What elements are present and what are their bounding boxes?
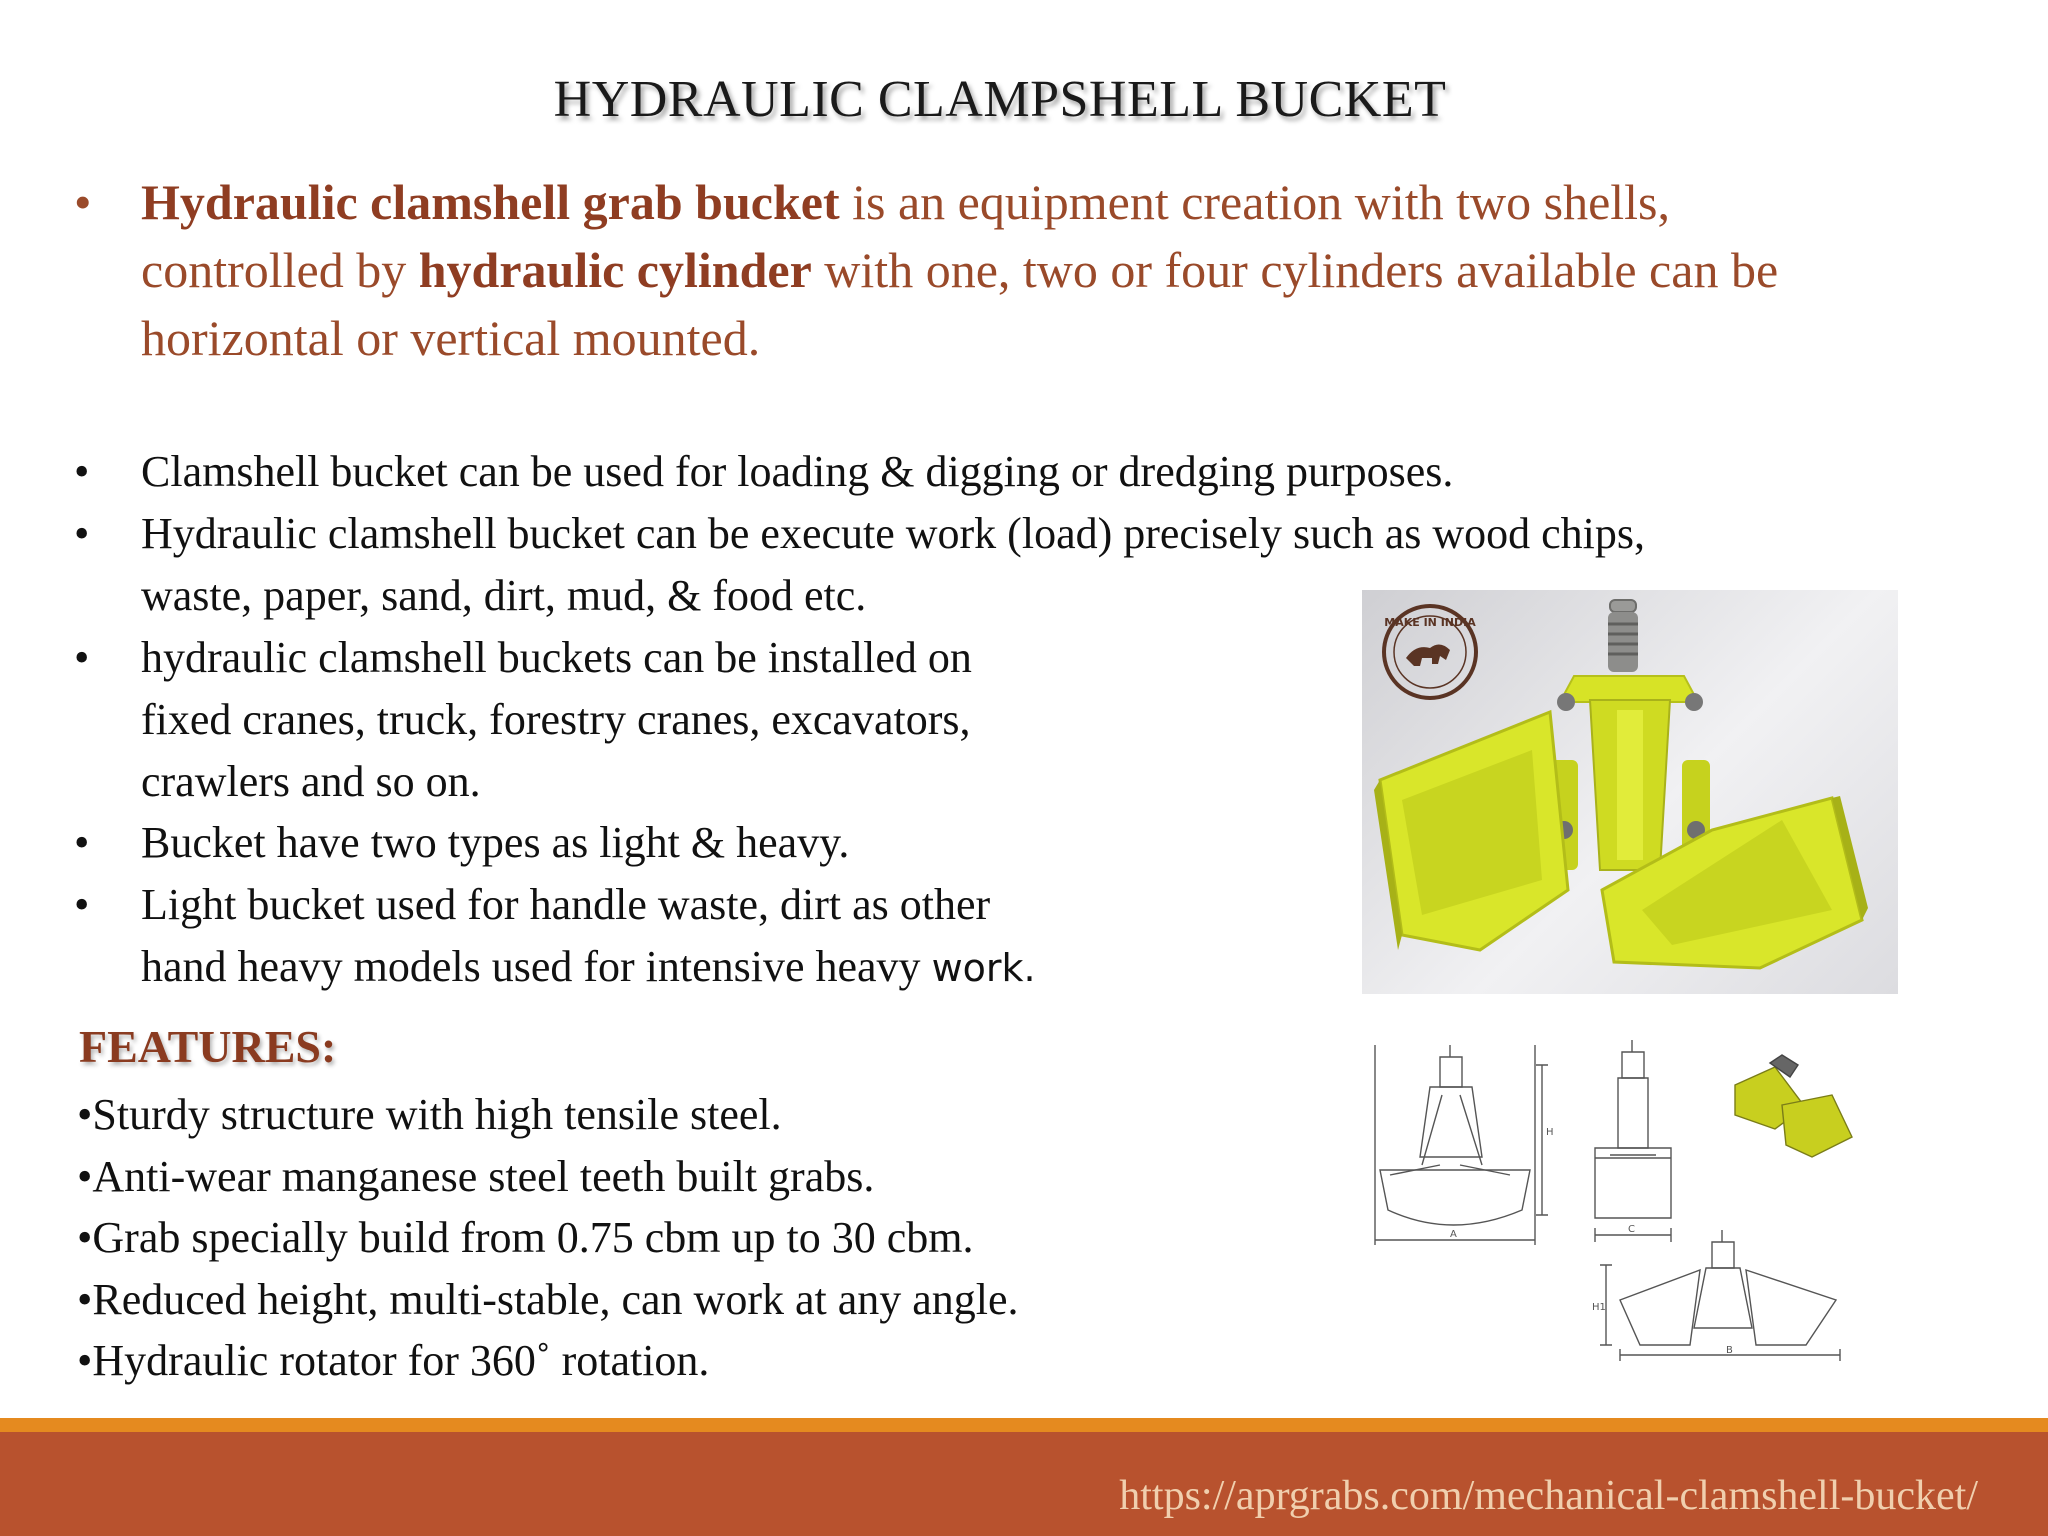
bullet-dot: • <box>74 174 92 230</box>
intro-text-4: horizontal or vertical mounted. <box>141 310 761 366</box>
bullet-text <box>141 812 849 874</box>
bullet-line-tail: work. <box>931 946 1036 990</box>
label-b: B <box>1726 1345 1733 1356</box>
bullet-line: Hydraulic clamshell bucket can be execute work (load) precisely such as wood chips, <box>141 509 1646 558</box>
clamshell-bucket-photo <box>1362 590 1898 994</box>
intro-text-3: with one, two or four cylinders available can be <box>811 242 1779 298</box>
feature-item: •Hydraulic rotator for 360˚ rotation. <box>77 1336 710 1385</box>
feature-item: •Sturdy structure with high tensile steel. <box>77 1090 782 1139</box>
bullet-line: waste, paper, sand, dirt, mud, & food etc. <box>141 571 867 620</box>
drawing-open-view <box>1592 1230 1840 1361</box>
bullet-line: Bucket have two types as light & heavy. <box>141 818 850 867</box>
drawing-front-view <box>1375 1045 1554 1245</box>
bullet-line: crawlers and so on. <box>141 757 481 806</box>
feature-item: •Anti-wear manganese steel teeth built grabs. <box>77 1152 875 1201</box>
clamshell-bucket-illustration <box>1362 590 1898 994</box>
footer-bar <box>0 1432 2048 1536</box>
stamp-text: MAKE IN INDIA <box>1384 616 1476 629</box>
bullet-dot: • <box>74 633 90 682</box>
intro-text-2: controlled by <box>141 242 419 298</box>
bullet-line: fixed cranes, truck, forestry cranes, excavators, <box>141 695 971 744</box>
intro-text <box>141 168 2021 372</box>
bullet-line: Clamshell bucket can be used for loading & digging or dredging purposes. <box>141 447 1454 496</box>
features-heading: FEATURES: <box>79 1021 337 1072</box>
bullet-dot: • <box>74 880 90 929</box>
feature-item: •Reduced height, multi-stable, can work at any angle. <box>77 1275 1019 1324</box>
bullet-line: hydraulic clamshell buckets can be installed on <box>141 633 972 682</box>
bullet-line: Light bucket used for handle waste, dirt as other <box>141 880 991 929</box>
slide-title: HYDRAULIC CLAMPSHELL BUCKET <box>553 71 1447 128</box>
label-h: H <box>1546 1127 1554 1138</box>
bullet-text <box>141 627 972 813</box>
technical-drawings-svg <box>1370 1035 1910 1370</box>
intro-bold-cylinder: hydraulic cylinder <box>418 242 812 298</box>
bullet-dot: • <box>74 447 90 496</box>
bullet-dot: • <box>74 818 90 867</box>
bullet-text <box>141 874 1036 999</box>
drawing-side-view <box>1595 1040 1671 1242</box>
label-c: C <box>1628 1224 1635 1235</box>
bullet-line: hand heavy models used for intensive heavy <box>141 942 932 991</box>
intro-text-1: is an equipment creation with two shells, <box>839 174 1671 230</box>
make-in-india-stamp <box>1384 606 1476 698</box>
bullet-dot: • <box>74 509 90 558</box>
feature-item: •Grab specially build from 0.75 cbm up to 30 cbm. <box>77 1213 974 1262</box>
drawing-3d-view <box>1735 1055 1852 1157</box>
intro-bold-term: Hydraulic clamshell grab bucket <box>141 174 840 230</box>
label-h1: H1 <box>1592 1302 1606 1313</box>
footer-accent-line <box>0 1418 2048 1432</box>
footer-url-link[interactable]: https://aprgrabs.com/mechanical-clamshell-bucket/ <box>1119 1473 1978 1519</box>
bullet-text <box>141 441 1453 503</box>
label-a: A <box>1450 1229 1457 1240</box>
technical-drawings <box>1370 1035 1910 1370</box>
